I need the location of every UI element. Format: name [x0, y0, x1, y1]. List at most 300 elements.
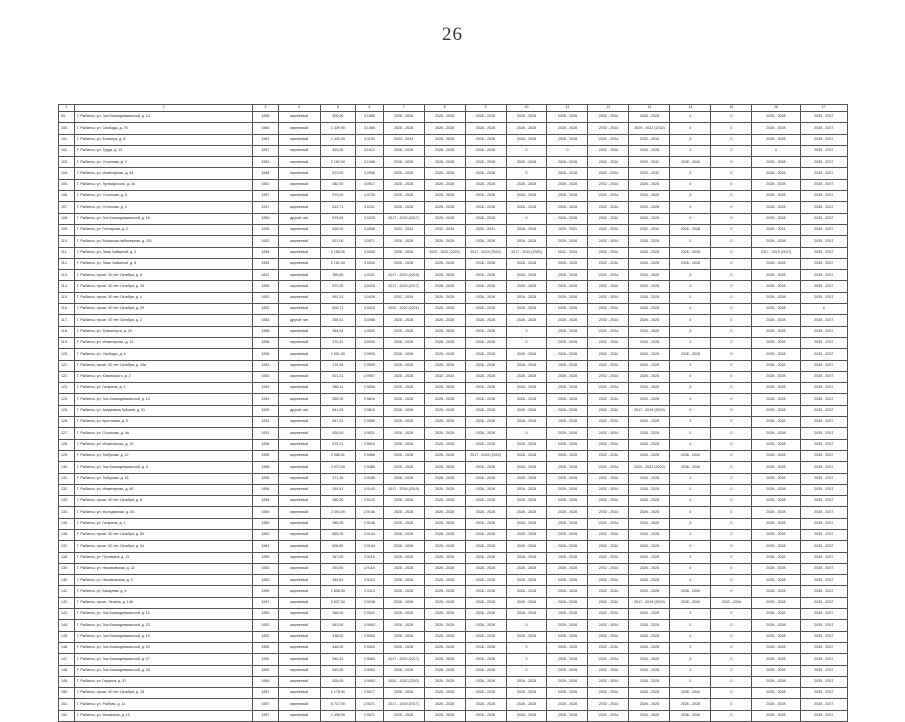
table-cell: 2,9063	[356, 642, 383, 653]
address-cell: Г. Рыбинск, ул. Зои Космодемьянской, д. 28	[74, 665, 253, 676]
table-cell: 2026 - 2028	[752, 529, 800, 540]
table-row	[59, 394, 848, 405]
column-header: 13	[629, 105, 670, 112]
table-cell: кирпичный	[278, 563, 320, 574]
table-cell: 2035 - 2037	[800, 484, 847, 495]
table-cell: 2026 - 2028	[424, 439, 465, 450]
table-cell: 1956	[253, 462, 278, 473]
table-cell: 2035 - 2037	[800, 552, 847, 563]
table-cell: 0	[711, 371, 752, 382]
table-cell: 0	[711, 123, 752, 134]
table-cell: 1952	[253, 665, 278, 676]
column-header: 17	[800, 105, 847, 112]
table-cell: 2026 - 2028	[383, 157, 424, 168]
table-cell: 2026 - 2028	[547, 157, 588, 168]
table-cell: 2026 - 2028	[547, 507, 588, 518]
table-cell: 2017 - 2019 (2017)	[383, 699, 424, 710]
table-cell: 2026 - 2028	[465, 371, 506, 382]
table-cell: 106.	[59, 191, 75, 202]
table-cell: 2026 - 2028	[506, 507, 547, 518]
table-cell: 2035 - 2037	[800, 360, 847, 371]
table-cell: 2,9519	[356, 439, 383, 450]
table-cell: 2026 - 2028	[424, 699, 465, 710]
table-cell: 2032 - 2034	[588, 315, 629, 326]
table-cell: 2032 - 2034	[588, 575, 629, 586]
address-cell: Г. Рыбинск, ул. Крестовая, д. 5	[74, 417, 253, 428]
table-cell: 2032 - 2034	[588, 191, 629, 202]
table-cell: 1958	[253, 439, 278, 450]
address-cell: Г. Рыбинск, ул. Инженерная, д. 12	[74, 337, 253, 348]
table-cell: кирпичный	[278, 631, 320, 642]
address-cell: Г. Рыбинск, ул. Инженерная, д. 10	[74, 439, 253, 450]
table-row	[59, 157, 848, 168]
table-row	[59, 688, 848, 699]
table-cell: 2026 - 2028	[547, 360, 588, 371]
table-cell: 102.	[59, 145, 75, 156]
table-cell: 2026 - 2028	[383, 518, 424, 529]
table-cell: 0	[752, 145, 800, 156]
table-cell: 2026 - 2028	[383, 496, 424, 507]
table-cell: 1922	[253, 236, 278, 247]
table-cell: 2026 - 2028	[383, 360, 424, 371]
table-cell: 2026 - 2028	[670, 699, 711, 710]
table-cell: 2,9486	[356, 450, 383, 461]
table-cell: 0	[711, 213, 752, 224]
table-cell: 0	[670, 394, 711, 405]
table-cell: 2026 - 2028	[383, 247, 424, 258]
table-cell: 0	[670, 417, 711, 428]
table-cell: 2026 - 2028	[424, 586, 465, 597]
address-cell: Г. Рыбинск, просп. 50 лет Октября, д. 18а	[74, 360, 253, 371]
address-cell: Г. Рыбинск, просп. 50 лет Октября, д. 18	[74, 688, 253, 699]
table-cell: 2026 - 2028	[629, 145, 670, 156]
table-cell: 2032 - 2034	[588, 304, 629, 315]
table-cell: 0	[670, 676, 711, 687]
address-cell: Г. Рыбинск, ул. Лизы Чайкиной, д. 5	[74, 258, 253, 269]
table-cell: 1939	[253, 224, 278, 235]
table-cell: 0	[670, 484, 711, 495]
table-cell: 3,0917	[356, 179, 383, 190]
table-cell: 2026 - 2028	[465, 315, 506, 326]
table-cell: 143.	[59, 609, 75, 620]
table-cell: 2026 - 2028	[547, 665, 588, 676]
table-cell: 113.	[59, 270, 75, 281]
table-cell: 2,9113	[356, 575, 383, 586]
table-cell: 355,61	[320, 315, 356, 326]
table-cell: 2026 - 2028	[383, 473, 424, 484]
table-row	[59, 247, 848, 258]
table-cell: 2026 - 2028	[629, 337, 670, 348]
table-cell: 2026 - 2028	[465, 642, 506, 653]
table-cell: 2026 - 2028	[424, 145, 465, 156]
table-cell: кирпичный	[278, 552, 320, 563]
table-cell: 2035 - 2037	[800, 518, 847, 529]
table-cell: 2026 - 2028	[506, 394, 547, 405]
address-cell: Г. Рыбинск, ул. Гончарова, д. 2	[74, 224, 253, 235]
table-cell: 0	[670, 337, 711, 348]
table-cell: 2026 - 2028	[506, 575, 547, 586]
address-cell: Г. Рыбинск, ул. Рыбная, д. 11	[74, 699, 253, 710]
table-cell: 1962	[253, 529, 278, 540]
table-cell: 2032 - 2034	[588, 134, 629, 145]
table-cell: 2026 - 2028	[752, 586, 800, 597]
table-cell: 600,71	[320, 304, 356, 315]
table-cell: 0	[670, 191, 711, 202]
table-cell: 2026 - 2028	[629, 609, 670, 620]
table-cell: 2026 - 2028	[383, 315, 424, 326]
address-cell: Г. Рыбинск, ул. Зои Космодемьянской, д. 13	[74, 394, 253, 405]
table-cell: 2026 - 2028	[424, 450, 465, 461]
address-cell: Г. Рыбинск, просп. 50 лет Октября, д. 2б	[74, 304, 253, 315]
table-cell: 2035 - 2037	[800, 676, 847, 687]
address-cell: Г. Рыбинск, просп. Ленина, д. 146	[74, 597, 253, 608]
header-row	[59, 105, 848, 112]
table-cell: 149.	[59, 676, 75, 687]
table-cell: 2,9834	[356, 383, 383, 394]
page-number: 26	[442, 24, 463, 45]
column-header: 4	[278, 105, 320, 112]
address-cell: Г. Рыбинск, ул. Зои Космодемьянской, д. 20	[74, 642, 253, 653]
table-cell: кирпичный	[278, 575, 320, 586]
table-cell: 2,9108	[356, 597, 383, 608]
table-cell: 2026 - 2028	[670, 224, 711, 235]
table-cell: 2035 - 2037	[800, 609, 847, 620]
table-cell: 1954	[253, 496, 278, 507]
table-cell: кирпичный	[278, 326, 320, 337]
table-cell: 133.	[59, 496, 75, 507]
table-cell: 2020 - 2022 (2021)	[383, 304, 424, 315]
table-cell: 2035 - 2037	[800, 168, 847, 179]
table-cell: 2026 - 2028	[629, 371, 670, 382]
table-cell: кирпичный	[278, 304, 320, 315]
table-cell: 2017 - 2019 (2017)	[383, 281, 424, 292]
table-cell: 2032 - 2034	[588, 586, 629, 597]
table-row	[59, 552, 848, 563]
table-cell: 2035 - 2037	[800, 507, 847, 518]
table-cell: 2035 - 2037	[800, 665, 847, 676]
table-cell: 2026 - 2028	[547, 394, 588, 405]
table-cell: 3,0008	[356, 224, 383, 235]
table-cell: кирпичный	[278, 507, 320, 518]
table-cell: 2026 - 2028	[465, 292, 506, 303]
table-cell: 2026 - 2028	[629, 496, 670, 507]
table-cell: 2026 - 2028	[629, 654, 670, 665]
table-cell: 2026 - 2028	[465, 417, 506, 428]
table-cell: кирпичный	[278, 462, 320, 473]
table-cell: 115.	[59, 292, 75, 303]
table-cell: 175,94	[320, 360, 356, 371]
table-cell: 148.	[59, 665, 75, 676]
table-cell: 2035 - 2037	[800, 258, 847, 269]
table-cell: 0	[711, 191, 752, 202]
table-cell: кирпичный	[278, 191, 320, 202]
table-cell: 1952	[253, 292, 278, 303]
table-cell: 0	[711, 688, 752, 699]
table-cell: 109.	[59, 224, 75, 235]
table-cell: 2026 - 2028	[629, 112, 670, 123]
table-cell: 1 443,00	[320, 134, 356, 145]
table-cell: 2026 - 2028	[465, 597, 506, 608]
table-cell: 0	[670, 112, 711, 123]
table-cell: 2026 - 2028	[752, 134, 800, 145]
table-cell: 2032 - 2034	[588, 394, 629, 405]
table-cell: кирпичный	[278, 145, 320, 156]
table-cell: 2026 - 2028	[465, 191, 506, 202]
table-cell: 2026 - 2028	[465, 360, 506, 371]
table-cell: 2026 - 2028	[547, 575, 588, 586]
table-cell: 2026 - 2028	[465, 337, 506, 348]
table-cell: 0	[670, 642, 711, 653]
table-cell: 0	[711, 349, 752, 360]
table-cell: 2026 - 2028	[383, 563, 424, 574]
table-cell: 2020 - 2022 (2020)	[629, 462, 670, 473]
table-cell: 121.	[59, 360, 75, 371]
table-cell: 2032 - 2034	[588, 439, 629, 450]
table-cell: 2026 - 2028	[465, 507, 506, 518]
table-cell: 2,9143	[356, 484, 383, 495]
table-cell: 2026 - 2028	[752, 123, 800, 134]
table-cell: 2026 - 2028	[547, 304, 588, 315]
table-cell: 2026 - 2028	[424, 383, 465, 394]
table-cell: 0	[711, 473, 752, 484]
address-cell: Г. Рыбинск, ул. Тюбукова, д. 16	[74, 473, 253, 484]
table-cell: 349,81	[320, 575, 356, 586]
table-cell: 0	[506, 665, 547, 676]
table-cell: 2035 - 2037	[800, 179, 847, 190]
table-row	[59, 258, 848, 269]
table-cell: 1931	[253, 428, 278, 439]
table-row	[59, 145, 848, 156]
table-cell: 1812	[253, 270, 278, 281]
table-cell: 2032 - 2034	[588, 688, 629, 699]
table-cell: 2026 - 2028	[465, 665, 506, 676]
table-cell: 0	[711, 496, 752, 507]
table-cell: 1954	[253, 247, 278, 258]
table-cell: 0	[711, 247, 752, 258]
address-cell: Г. Рыбинск, ул. Инженерная, д. 84	[74, 168, 253, 179]
table-cell: 1957	[253, 699, 278, 710]
table-cell: кирпичный	[278, 247, 320, 258]
table-row	[59, 473, 848, 484]
table-row	[59, 597, 848, 608]
table-cell: 2026 - 2028	[424, 688, 465, 699]
table-cell: 2026 - 2028	[465, 575, 506, 586]
table-cell: 2035 - 2037	[800, 688, 847, 699]
column-header: 12	[588, 105, 629, 112]
table-cell: кирпичный	[278, 688, 320, 699]
table-cell: 2035 - 2037	[800, 563, 847, 574]
table-cell: 2026 - 2028	[547, 112, 588, 123]
table-cell: 2026 - 2028	[383, 529, 424, 540]
table-cell: 2026 - 2028	[629, 552, 670, 563]
table-cell: 2032 - 2034	[588, 349, 629, 360]
table-cell: 1954	[253, 258, 278, 269]
table-cell: 3,1008	[356, 157, 383, 168]
column-header: 7	[383, 105, 424, 112]
table-cell: 2038 - 2040	[670, 586, 711, 597]
table-cell: 2026 - 2028	[506, 688, 547, 699]
table-cell: 2026 - 2028	[465, 202, 506, 213]
table-cell: 2026 - 2028	[383, 417, 424, 428]
table-cell: 2032 - 2034	[588, 484, 629, 495]
table-cell: 1959	[253, 507, 278, 518]
table-cell: 2026 - 2028	[629, 236, 670, 247]
table-cell: 2026 - 2028	[424, 123, 465, 134]
table-cell: 2026 - 2028	[547, 529, 588, 540]
table-cell: 124.	[59, 394, 75, 405]
table-cell: 116.	[59, 304, 75, 315]
table-cell: 2026 - 2028	[752, 450, 800, 461]
table-cell: 2026 - 2028	[506, 597, 547, 608]
table-cell: 2026 - 2028	[424, 665, 465, 676]
table-cell: 2026 - 2028	[752, 326, 800, 337]
table-cell: 1950	[253, 518, 278, 529]
table-cell: 0	[506, 654, 547, 665]
table-cell: кирпичный	[278, 439, 320, 450]
table-cell: 2017 - 2019 (2017)	[752, 247, 800, 258]
table-cell: 0	[670, 529, 711, 540]
address-cell: Г. Рыбинск, ул. Гагарина, д. 2	[74, 383, 253, 394]
address-cell: Г. Рыбинск, ул. Ювальского, д. 2	[74, 371, 253, 382]
table-cell: 2 637,00	[320, 597, 356, 608]
table-cell: 2026 - 2028	[752, 710, 800, 721]
table-cell: 2032 - 2034	[588, 496, 629, 507]
table-cell: 2035 - 2037	[800, 281, 847, 292]
table-cell: 3,0331	[356, 202, 383, 213]
table-cell: 118.	[59, 326, 75, 337]
table-cell: 2026 - 2028	[629, 281, 670, 292]
table-cell: 0	[670, 145, 711, 156]
table-cell: кирпичный	[278, 484, 320, 495]
address-cell: Г. Рыбинск, ул. Гагарина, д. 1	[74, 518, 253, 529]
table-cell: 2026 - 2028	[465, 439, 506, 450]
table-cell: 2035 - 2037	[800, 145, 847, 156]
table-cell: 1 808,00	[320, 586, 356, 597]
table-cell: 2,9063	[356, 665, 383, 676]
table-cell: 672,00	[320, 281, 356, 292]
table-cell: 2026 - 2028	[752, 191, 800, 202]
table-cell: 100.	[59, 123, 75, 134]
table-cell: 2035 - 2037	[800, 473, 847, 484]
table-cell: 2026 - 2028	[629, 507, 670, 518]
table-cell: 2026 - 2028	[752, 202, 800, 213]
column-header: 8	[424, 105, 465, 112]
table-cell: 0	[711, 157, 752, 168]
table-cell: 371,35	[320, 473, 356, 484]
table-cell: 107.	[59, 202, 75, 213]
table-cell: 1952	[253, 620, 278, 631]
table-cell: 2026 - 2028	[752, 688, 800, 699]
table-cell: 2032 - 2034	[588, 168, 629, 179]
table-cell: 2026 - 2028	[506, 123, 547, 134]
table-cell: 2026 - 2028	[506, 112, 547, 123]
table-cell: 136.	[59, 529, 75, 540]
table-cell: 0	[711, 281, 752, 292]
table-cell: 2026 - 2028	[506, 224, 547, 235]
table-cell: 2026 - 2028	[752, 620, 800, 631]
table-cell: 2026 - 2028	[629, 620, 670, 631]
table-cell: 2,9116	[356, 552, 383, 563]
table-cell: 1952	[253, 631, 278, 642]
table-cell: 140.	[59, 575, 75, 586]
table-cell: 2035 - 2037	[800, 112, 847, 123]
table-cell: кирпичный	[278, 665, 320, 676]
table-cell: 2017 - 2019 (2019)	[383, 484, 424, 495]
table-cell: 2026 - 2028	[506, 518, 547, 529]
table-cell: 579,00	[320, 191, 356, 202]
column-header: 16	[752, 105, 800, 112]
table-cell: 2026 - 2028	[424, 337, 465, 348]
table-cell: 2035 - 2037	[800, 529, 847, 540]
table-cell: 2026 - 2028	[506, 191, 547, 202]
table-cell: 0	[506, 642, 547, 653]
table-cell: 0	[711, 292, 752, 303]
table-cell: 2026 - 2028	[383, 631, 424, 642]
table-cell: 2026 - 2028	[547, 586, 588, 597]
table-cell: кирпичный	[278, 179, 320, 190]
table-cell: 2,9072	[356, 710, 383, 721]
table-cell: 1957	[253, 145, 278, 156]
table-cell: 2035 - 2037	[800, 213, 847, 224]
table-cell: 2026 - 2028	[465, 462, 506, 473]
table-cell: 2026 - 2028	[506, 541, 547, 552]
table-cell: 2026 - 2028	[629, 665, 670, 676]
table-cell: 1960	[253, 123, 278, 134]
table-cell: 0	[711, 405, 752, 416]
table-cell: 2017 - 2019 (2019)	[629, 405, 670, 416]
table-cell: 2026 - 2028	[383, 586, 424, 597]
table-row	[59, 620, 848, 631]
column-header: 14	[670, 105, 711, 112]
table-cell: 2026 - 2028	[547, 642, 588, 653]
table-cell: 2026 - 2028	[465, 326, 506, 337]
table-cell: 2026 - 2028	[424, 563, 465, 574]
table-cell: 2026 - 2028	[547, 620, 588, 631]
table-cell: 2026 - 2028	[629, 676, 670, 687]
table-cell: 2026 - 2028	[629, 529, 670, 540]
table-cell: 2038 - 2040	[670, 157, 711, 168]
table-cell: 2026 - 2028	[547, 123, 588, 134]
table-cell: 0	[800, 304, 847, 315]
table-cell: 2026 - 2028	[629, 473, 670, 484]
table-cell: 2026 - 2028	[424, 405, 465, 416]
table-cell: 2017 - 2019 (2019)	[383, 270, 424, 281]
table-cell: 2026 - 2028	[383, 258, 424, 269]
table-row	[59, 507, 848, 518]
table-cell: 2017 - 2019 (2017)	[383, 213, 424, 224]
table-cell: 2026 - 2028	[629, 360, 670, 371]
table-cell: 0	[711, 202, 752, 213]
table-cell: 2026 - 2028	[424, 575, 465, 586]
table-row	[59, 529, 848, 540]
table-row	[59, 518, 848, 529]
table-cell: 2035 - 2037	[800, 123, 847, 134]
table-cell: 2032 - 2034	[424, 371, 465, 382]
table-cell: кирпичный	[278, 518, 320, 529]
table-cell: кирпичный	[278, 428, 320, 439]
table-cell: 2026 - 2028	[465, 484, 506, 495]
table-cell: 2026 - 2028	[424, 270, 465, 281]
table-cell: 1957	[253, 688, 278, 699]
table-cell: 1949	[253, 394, 278, 405]
table-cell: 2,9586	[356, 417, 383, 428]
table-cell: 2032 - 2034	[588, 224, 629, 235]
table-cell: 147.	[59, 654, 75, 665]
table-cell: 540,00	[320, 665, 356, 676]
table-cell: 0	[670, 609, 711, 620]
table-cell: 0	[711, 258, 752, 269]
table-cell: 2026 - 2028	[424, 179, 465, 190]
